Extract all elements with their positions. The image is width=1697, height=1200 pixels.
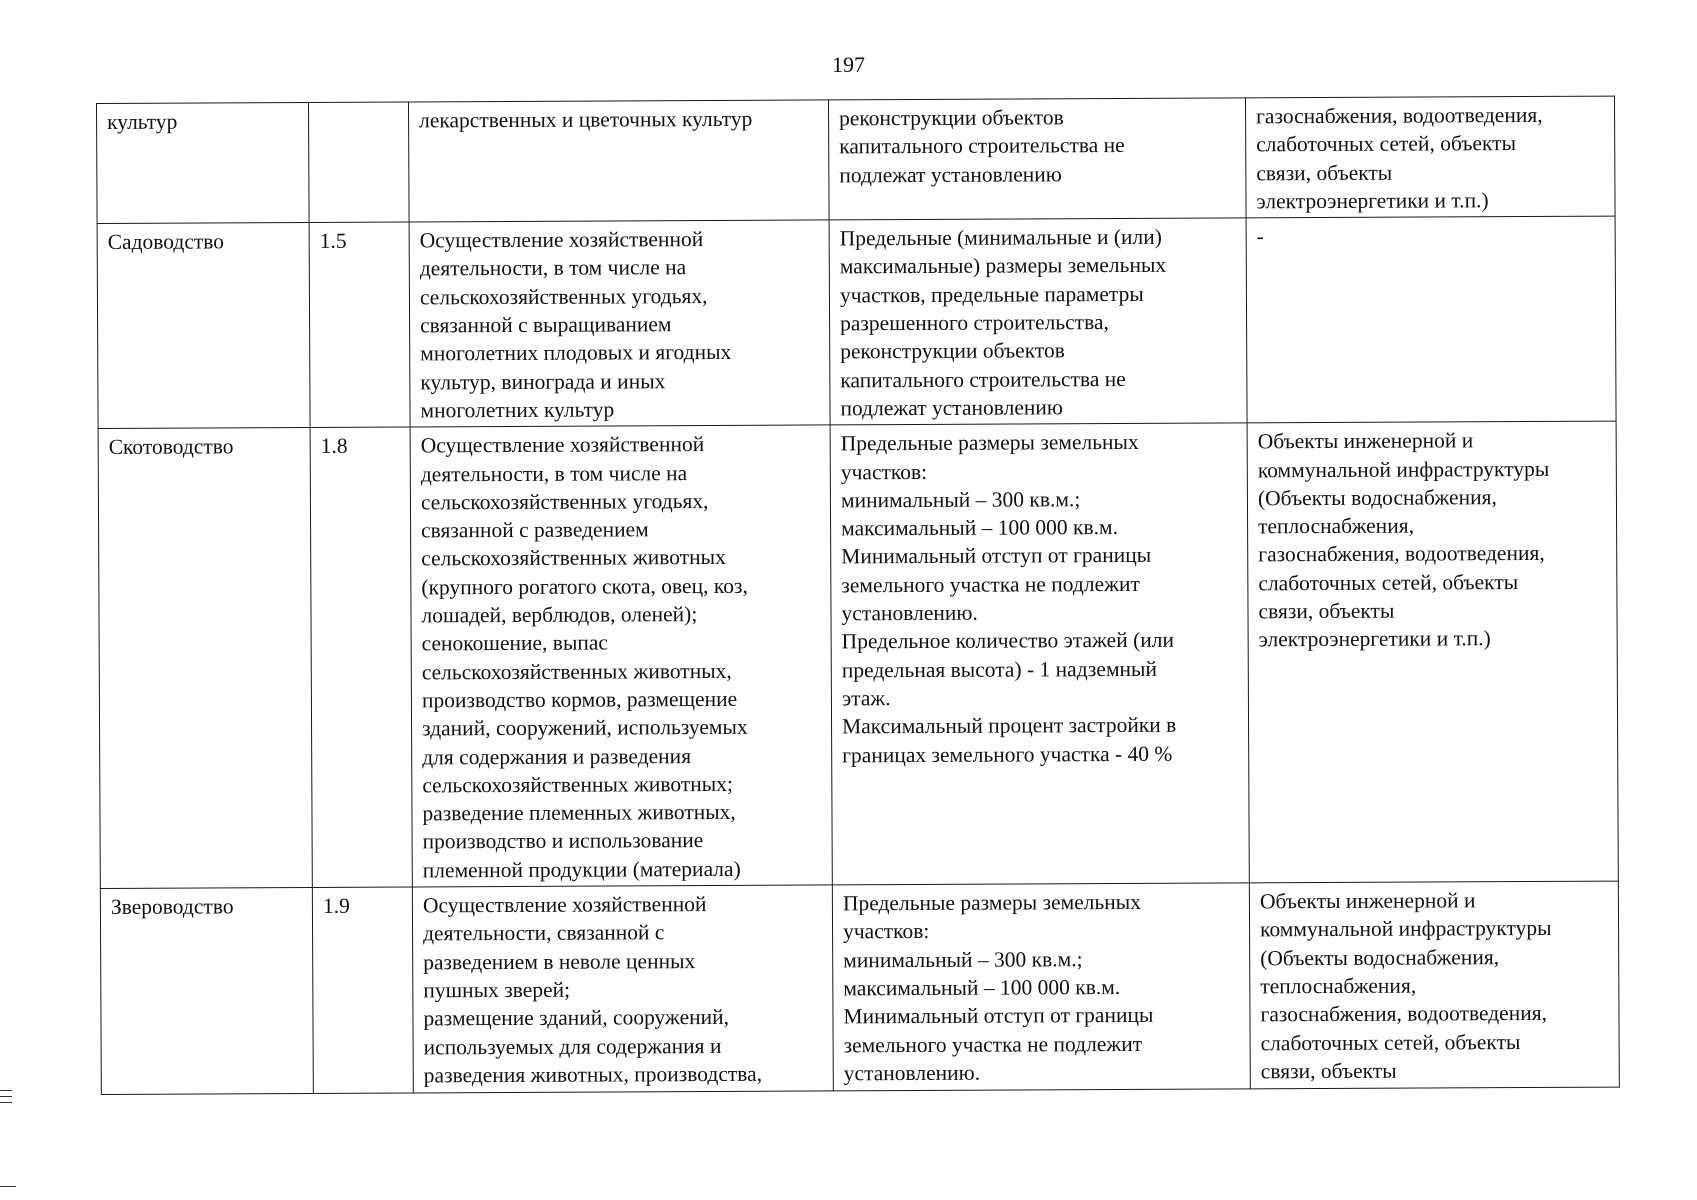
description-cell [408,100,829,222]
description-text: Осуществление хозяйственной деятельности, в том числе на сельскохозяйственных угодьях, связанной с разведением сельскохозяйственных животных (крупного рогатого скота, овец, коз, лошадей, верблюдов, оленей); сенокошение, выпас сельскохозяйственных животных, производство кормов, размещение зданий, сооружений, используемых для содержания и разведения сельскохозяйственных животных; разведение племенных животных, производство и использование племенной продукции (материала) [420,432,748,883]
infrastructure-text: газоснабжения, водоотведения, слаботочных сетей, объекты связи, объекты электроэнергетики и т.п.) [1256,102,1543,214]
parameters-cell [830,423,1249,885]
scan-edge-mark [0,1090,12,1091]
infrastructure-cell [1247,421,1618,883]
land-use-code: 1.9 [322,893,350,918]
scan-edge-mark [0,1102,12,1103]
land-use-name: культур [107,109,178,134]
table-row [98,421,1618,888]
table-row [97,216,1616,428]
parameters-cell [832,883,1250,1091]
infrastructure-cell [1249,881,1619,1089]
description-cell [409,220,830,427]
parameters-cell [829,218,1247,425]
description-text: Осуществление хозяйственной деятельности, в том числе на сельскохозяйственных угодьях, связанной с выращиванием многолетних плодовых и ягодных культур, винограда и иных многолетних культур [419,227,732,423]
description-cell [412,885,833,1093]
land-use-code-cell [309,222,410,428]
land-use-code-cell [312,887,413,1093]
infrastructure-cell [1245,96,1615,218]
land-use-table [96,96,1620,1095]
parameters-text: Предельные размеры земельных участков: минимальный – 300 кв.м.; максимальный – 100 000 кв.м. Минимальный отступ от границы земельного участка не подлежит установлению. Предельное количество этажей (или предельная высота) - 1 надземный этаж. Максимальный процент застройки в границах земельного участка - 40 % [840,430,1177,767]
scan-edge-mark [0,1096,12,1097]
land-use-code-cell [308,102,409,223]
page-number: 197 [832,52,865,77]
land-use-name-cell [97,102,310,223]
land-use-name: Звероводство [110,894,234,919]
land-use-code: 1.5 [319,228,347,254]
infrastructure-text: - [1256,224,1264,249]
scan-edge-mark [0,1186,16,1187]
parameters-text: Предельные (минимальные и (или) максимальные) размеры земельных участков, предельные параметры разрешенного строительства, реконструкции объектов капитального строительства не подлежат установлению [839,224,1167,421]
description-text: Осуществление хозяйственной деятельности, связанной с разведением в неволе ценных пушных зверей; размещение зданий, сооружений, используемых для содержания и разведения животных, производства, [422,892,763,1088]
description-text: лекарственных и цветочных культур [419,106,753,133]
parameters-text: реконструкции объектов капитального строительства не подлежат установлению [839,105,1125,187]
description-cell [410,425,832,887]
parameters-cell [828,98,1246,220]
infrastructure-cell [1246,216,1616,423]
parameters-text: Предельные размеры земельных участков: минимальный – 300 кв.м.; максимальный – 100 000 кв.м. Минимальный отступ от границы земельного участка не подлежит установлению. [842,889,1154,1086]
table-row [97,96,1616,224]
land-use-code: 1.8 [320,434,348,459]
land-use-name-cell [100,887,313,1094]
land-use-name: Садоводство [107,229,225,255]
land-use-name-cell [97,223,310,429]
table-row [100,881,1619,1094]
land-use-name: Скотоводство [108,434,234,460]
land-use-code-cell [310,427,412,887]
infrastructure-text: Объекты инженерной и коммунальной инфраструктуры (Объекты водоснабжения, теплоснабжения, газоснабжения, водоотведения, слаботочных сетей, объекты связи, объекты [1259,888,1552,1084]
land-use-name-cell [98,428,312,889]
infrastructure-text: Объекты инженерной и коммунальной инфраструктуры (Объекты водоснабжения, теплоснабжения, газоснабжения, водоотведения, слаботочных сетей, объекты связи, объекты электроэнергетики и т.п.) [1257,428,1550,652]
